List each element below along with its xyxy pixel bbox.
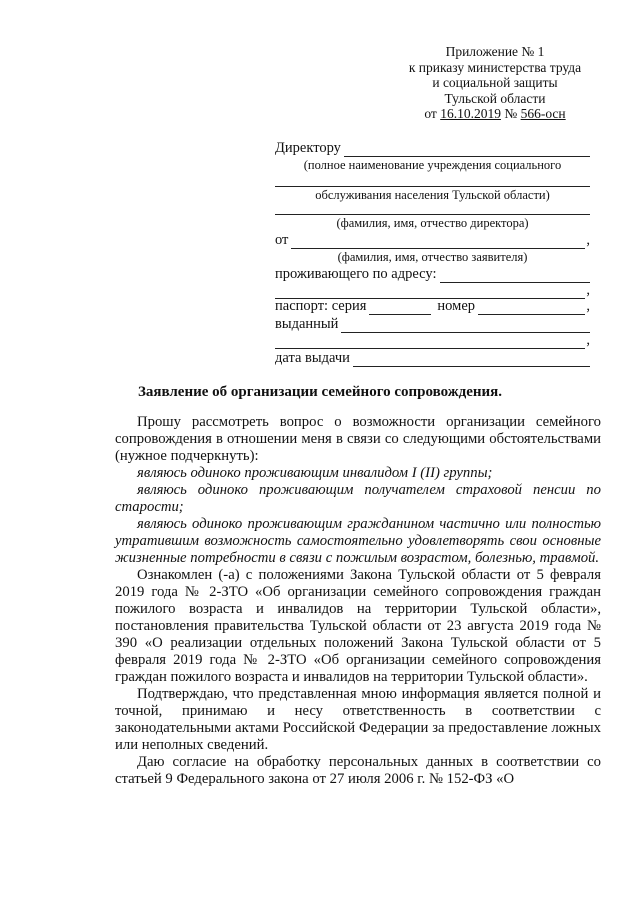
- issued-row: [275, 316, 590, 333]
- issued-input-line-2[interactable]: [275, 334, 585, 349]
- paragraph-confirm: Подтверждаю, что представленная мною информация является полной и точной, принимаю и несу ответственность в соответствии с законодательными актами Российской Федерации за предоставление ложных или неполных сведений.: [115, 686, 601, 753]
- passport-row: паспорт: серия номер ,: [275, 298, 590, 314]
- address-input-line-2[interactable]: [275, 284, 585, 299]
- passport-series-input-line[interactable]: [369, 300, 431, 315]
- order-number: 566-осн: [520, 106, 566, 121]
- from-row: от ,: [275, 232, 590, 248]
- option-pensioner[interactable]: являюсь одиноко проживающим получателем страховой пенсии по старости;: [115, 482, 601, 515]
- order-date: 16.10.2019: [440, 106, 501, 121]
- passport-series-label: паспорт: серия: [275, 298, 367, 314]
- director-name-input-line[interactable]: [275, 204, 590, 215]
- issued-label: выданный: [275, 316, 339, 332]
- passport-number-label: номер: [437, 298, 476, 314]
- appendix-from: от: [424, 106, 437, 121]
- appendix-line-5: [400, 106, 590, 122]
- appendix-block: [400, 44, 590, 122]
- issue-date-input-line[interactable]: [353, 352, 590, 367]
- address-input-line[interactable]: [440, 268, 591, 283]
- appendix-line-3: и социальной защиты: [432, 75, 558, 90]
- paragraph-consent: Даю согласие на обработку персональных данных в соответствии со статьей 9 Федерального закона от 27 июля 2006 г. № 152-ФЗ «О: [115, 754, 601, 787]
- institution-caption-2: обслуживания населения Тульской области): [315, 188, 550, 202]
- option-disabled[interactable]: являюсь одиноко проживающим инвалидом I (II) группы;: [137, 465, 493, 481]
- director-name-caption: (фамилия, имя, отчество директора): [336, 216, 529, 230]
- applicant-name-caption: (фамилия, имя, отчество заявителя): [337, 250, 528, 264]
- appendix-line-2: к приказу министерства труда: [408, 59, 582, 75]
- director-input-line[interactable]: [344, 142, 590, 157]
- document-body: [115, 414, 601, 788]
- issue-date-row: [275, 350, 590, 367]
- institution-caption-1: (полное наименование учреждения социального: [303, 158, 562, 172]
- appendix-line-4: Тульской области: [444, 90, 546, 106]
- address-label: проживающего по адресу:: [275, 266, 437, 282]
- applicant-name-input-line[interactable]: [291, 234, 585, 249]
- appendix-line-1: Приложение № 1: [445, 44, 545, 59]
- institution-input-line[interactable]: [275, 176, 590, 187]
- passport-number-input-line[interactable]: [478, 300, 585, 315]
- number-sign: №: [504, 106, 518, 121]
- issued-row-2: ,: [275, 332, 590, 349]
- option-lost-ability[interactable]: являюсь одиноко проживающим гражданином частично или полностью утратившим возможность самостоятельно удовлетворять свои основные жизненные потребности в связи с пожилым возрастом, болезнью, травмой.: [115, 516, 601, 566]
- director-label: Директору: [275, 140, 341, 156]
- address-row: [275, 266, 590, 283]
- paragraph-request: Прошу рассмотреть вопрос о возможности организации семейного сопровождения в отношении меня в связи со следующими обстоятельствами (нужное подчеркнуть):: [115, 414, 601, 464]
- issue-date-label: дата выдачи: [275, 350, 350, 366]
- address-row-2: ,: [275, 282, 590, 299]
- issued-input-line[interactable]: [341, 318, 590, 333]
- director-row: [275, 140, 590, 157]
- from-label: от: [275, 232, 289, 248]
- document-title: Заявление об организации семейного сопровождения.: [137, 384, 503, 400]
- paragraph-acquainted: Ознакомлен (-а) с положениями Закона Тульской области от 5 февраля 2019 года № 2-ЗТО «Об организации семейного сопровождения граждан пожилого возраста и инвалидов на территории Тульской области», постановления правительства Тульской области от 23 августа 2019 года № 390 «О реализации отдельных положений Закона Тульской области от 5 февраля 2019 года № 2-ЗТО «Об организации семейного сопровождения граждан пожилого возраста и инвалидов на территории Тульской области».: [115, 567, 601, 685]
